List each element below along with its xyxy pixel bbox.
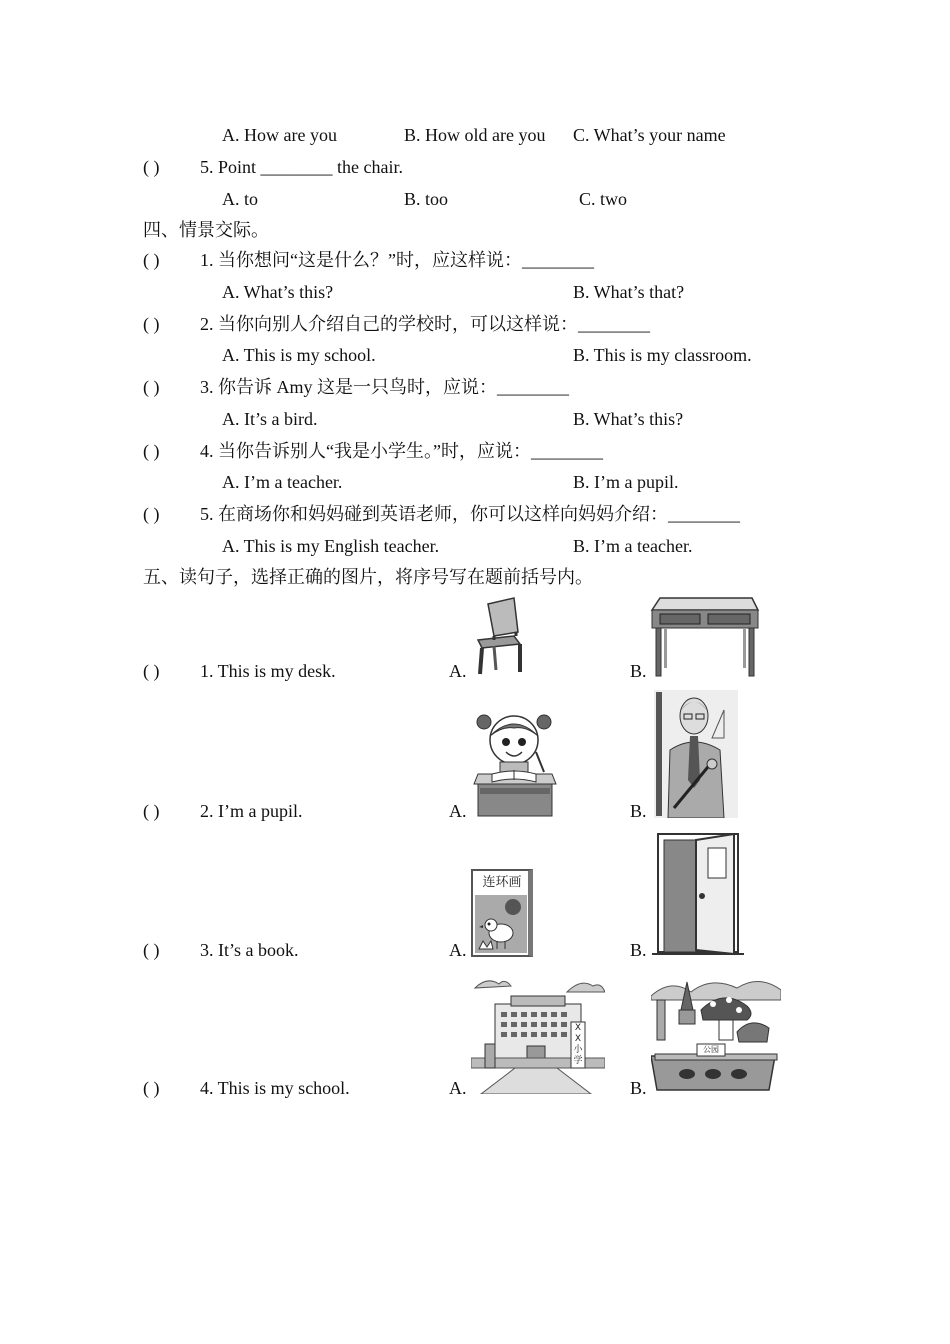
answer-paren[interactable]: ( ) xyxy=(143,441,160,461)
q5-option-b: B. too xyxy=(404,189,449,209)
option-b: B. What’s that? xyxy=(573,282,685,302)
question-text: 2. I’m a pupil. xyxy=(200,801,303,821)
option-a: A. xyxy=(449,801,467,821)
answer-paren[interactable]: ( ) xyxy=(143,314,160,334)
question-text: 1. 当你想问“这是什么？”时，应这样说：________ xyxy=(200,250,594,270)
desk-image[interactable] xyxy=(650,596,760,678)
q4-option-a: A. How are you xyxy=(222,125,337,145)
answer-paren[interactable]: ( ) xyxy=(143,1078,160,1098)
option-b: B. What’s this? xyxy=(573,409,684,429)
answer-paren[interactable]: ( ) xyxy=(143,504,160,524)
question-text: 2. 当你向别人介绍自己的学校时，可以这样说：________ xyxy=(200,314,650,334)
question-text: 3. 你告诉 Amy 这是一只鸟时，应说：________ xyxy=(200,377,569,397)
option-a: A. xyxy=(449,661,467,681)
park-image[interactable] xyxy=(651,970,781,1094)
option-a: A. I’m a teacher. xyxy=(222,472,343,492)
option-a: A. xyxy=(449,940,467,960)
q5-option-c: C. two xyxy=(579,189,628,209)
school-image[interactable] xyxy=(471,972,605,1094)
q4-option-b: B. How old are you xyxy=(404,125,546,145)
book-image[interactable] xyxy=(471,869,533,957)
school-sign: XX小学 xyxy=(573,1023,583,1066)
option-a: A. This is my English teacher. xyxy=(222,536,440,556)
answer-paren[interactable]: ( ) xyxy=(143,940,160,960)
question-text: 4. 当你告诉别人“我是小学生。”时，应说：________ xyxy=(200,441,603,461)
option-a: A. What’s this? xyxy=(222,282,334,302)
option-b: B. xyxy=(630,1078,647,1098)
option-b: B. This is my classroom. xyxy=(573,345,752,365)
option-b: B. xyxy=(630,940,647,960)
q4-option-c: C. What’s your name xyxy=(573,125,726,145)
park-sign: 公园 xyxy=(703,1045,719,1054)
question-text: 5. 在商场你和妈妈碰到英语老师，你可以这样向妈妈介绍：________ xyxy=(200,504,740,524)
answer-paren[interactable]: ( ) xyxy=(143,801,160,821)
door-image[interactable] xyxy=(652,832,744,956)
option-b: B. I’m a pupil. xyxy=(573,472,679,492)
option-a: A. It’s a bird. xyxy=(222,409,318,429)
answer-paren[interactable]: ( ) xyxy=(143,377,160,397)
section-heading: 四、情景交际。 xyxy=(143,220,269,240)
answer-paren[interactable]: ( ) xyxy=(143,250,160,270)
option-a: A. xyxy=(449,1078,467,1098)
answer-paren[interactable]: ( ) xyxy=(143,661,160,681)
option-b: B. xyxy=(630,801,647,821)
option-a: A. This is my school. xyxy=(222,345,376,365)
section-heading: 五、读句子，选择正确的图片，将序号写在题前括号内。 xyxy=(143,567,593,587)
pupil-image[interactable] xyxy=(470,712,560,817)
option-b: B. I’m a teacher. xyxy=(573,536,693,556)
answer-paren[interactable]: ( ) xyxy=(143,157,160,177)
question-text: 4. This is my school. xyxy=(200,1078,350,1098)
question-text: 5. Point ________ the chair. xyxy=(200,157,403,177)
option-b: B. xyxy=(630,661,647,681)
question-text: 3. It’s a book. xyxy=(200,940,299,960)
question-text: 1. This is my desk. xyxy=(200,661,336,681)
chair-image[interactable] xyxy=(470,596,526,676)
book-title: 连环画 xyxy=(482,875,522,890)
teacher-image[interactable] xyxy=(654,690,738,818)
q5-option-a: A. to xyxy=(222,189,258,209)
